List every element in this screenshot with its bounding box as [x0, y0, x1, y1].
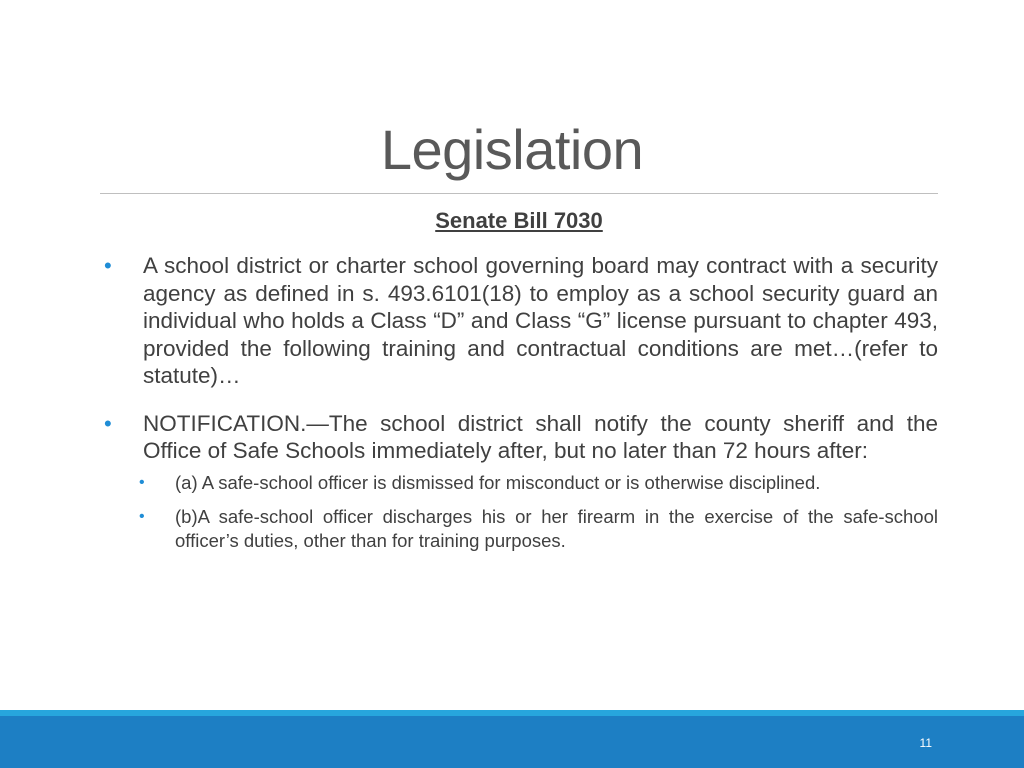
- sub-bullet-text: (a) A safe-school officer is dismissed for misconduct or is otherwise disciplined.: [175, 471, 821, 493]
- bullet-dot-icon: •: [104, 410, 112, 436]
- bullet-text: NOTIFICATION.—The school district shall notify the county sheriff and the Office of Safe Schools immediately after, but no later than 72 hours after:: [143, 410, 938, 463]
- slide-title: Legislation: [380, 118, 644, 181]
- slide-body: [100, 204, 938, 573]
- title-divider: [100, 193, 938, 194]
- sub-bullet-dot-icon: •: [139, 473, 145, 491]
- footer-bar: [0, 716, 1024, 768]
- slide-number: 11: [919, 736, 932, 750]
- sub-bullet-dot-icon: •: [139, 507, 145, 525]
- sub-bullet-text: (b)A safe-school officer discharges his or her firearm in the exercise of the safe-school officer’s duties, other than for training purposes.: [175, 505, 938, 551]
- sub-bullet-list: [139, 471, 938, 553]
- bullet-dot-icon: •: [104, 253, 112, 278]
- sub-bullet-item: [139, 471, 938, 495]
- bullet-item: [100, 410, 938, 553]
- sub-bullet-item: [139, 505, 938, 553]
- bullet-item: [100, 252, 938, 390]
- bullet-text: A school district or charter school governing board may contract with a security agency as defined in s. 493.6101(18) to employ as a school security guard an individual who holds a Class “D” and Class “G” license pursuant to chapter 493, provided the following training and contractual conditions are met…(refer to statute)…: [143, 253, 938, 388]
- bill-subheading: Senate Bill 7030: [435, 208, 603, 233]
